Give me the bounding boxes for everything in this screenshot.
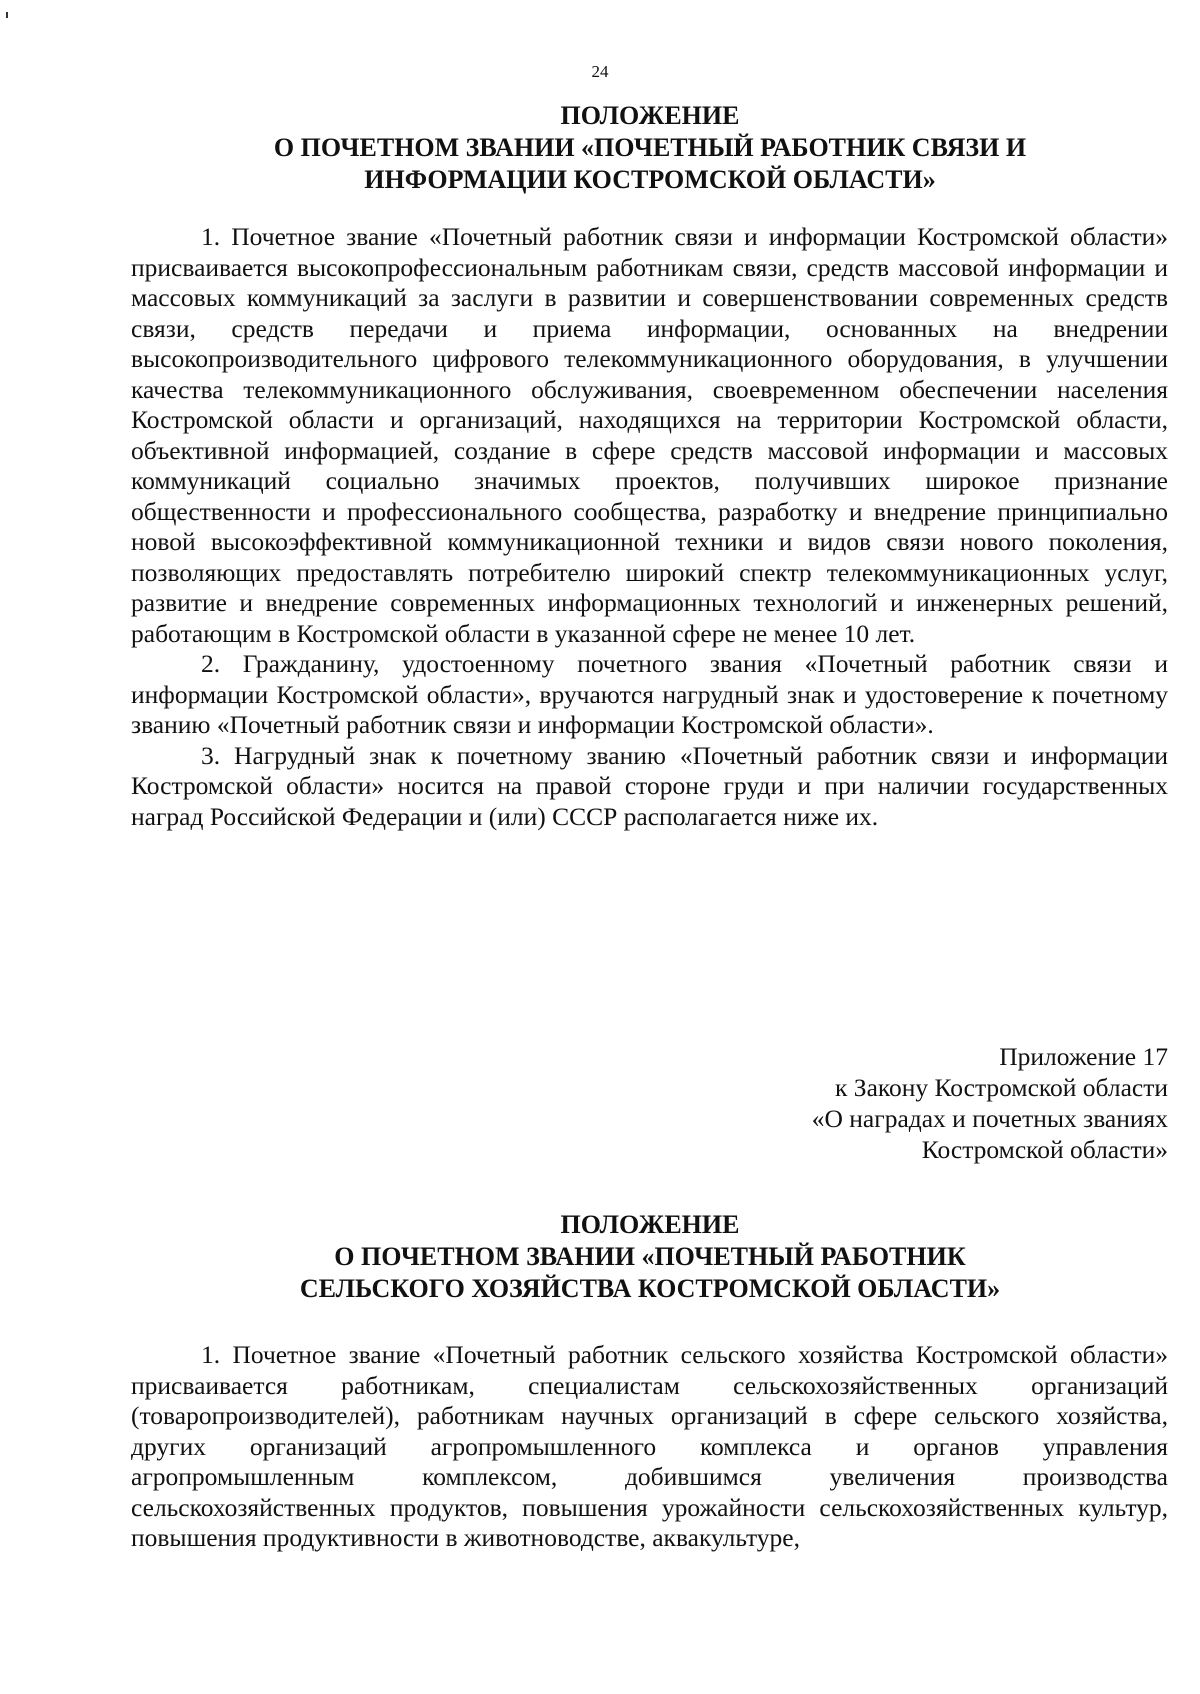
heading-line: ПОЛОЖЕНИЕ — [560, 1210, 740, 1239]
paragraph-1: 1. Почетное звание «Почетный работник сельского хозяйства Костромской области» присваивается работникам, специалистам сельскохозяйственных организаций (товаропроизводителей), работникам научных организаций в сфере сельского хозяйства, других организаций агропромышленного комплекса и органов управления агропромышленным комплексом, добившимся увеличения производства сельскохозяйственных продуктов, повышения урожайности сельскохозяйственных культур, повышения продуктивности в животноводстве, аквакультуре, — [131, 1340, 1168, 1552]
page-number: 24 — [591, 62, 609, 81]
scan-mark — [6, 12, 8, 18]
section1-body — [131, 222, 1168, 832]
section1-heading — [130, 100, 1170, 196]
section2-heading — [130, 1209, 1170, 1305]
section2-body — [131, 1340, 1168, 1554]
paragraph-2: 2. Гражданину, удостоенному почетного звания «Почетный работник связи и информации Костромской области», вручаются нагрудный знак и удостоверение к почетному званию «Почетный работник связи и информации Костромской области». — [131, 649, 1168, 739]
heading-line: О ПОЧЕТНОМ ЗВАНИИ «ПОЧЕТНЫЙ РАБОТНИК СВЯЗИ И — [273, 133, 1027, 162]
appendix-line: Костромской области» — [921, 1135, 1168, 1164]
paragraph-1: 1. Почетное звание «Почетный работник связи и информации Костромской области» присваивается высокопрофессиональным работникам связи, средств массовой информации и массовых коммуникаций за заслуги в развитии и совершенствовании современных средств связи, средств передачи и приема информации, основанных на внедрении высокопроизводительного цифрового телекоммуникационного оборудования, в улучшении качества телекоммуникационного обслуживания, своевременном обеспечении населения Костромской области и организаций, находящихся на территории Костромской области, объективной информацией, создание в сфере средств массовой информации и массовых коммуникаций социально значимых проектов, получивших широкое признание общественности и профессионального сообщества, разработку и внедрение принципиально новой высокоэффективной коммуникационной техники и видов связи нового поколения, позволяющих предоставлять потребителю широкий спектр телекоммуникационных услуг, развитие и внедрение современных информационных технологий и инженерных решений, работающим в Костромской области в указанной сфере не менее 10 лет. — [131, 222, 1168, 648]
heading-line: ПОЛОЖЕНИЕ — [560, 101, 740, 130]
appendix-reference — [812, 1041, 1168, 1165]
appendix-line: «О наградах и почетных званиях — [811, 1104, 1168, 1133]
heading-line: О ПОЧЕТНОМ ЗВАНИИ «ПОЧЕТНЫЙ РАБОТНИК — [334, 1242, 966, 1271]
appendix-line: Приложение 17 — [999, 1042, 1168, 1071]
heading-line: СЕЛЬСКОГО ХОЗЯЙСТВА КОСТРОМСКОЙ ОБЛАСТИ» — [299, 1274, 1001, 1303]
appendix-line: к Закону Костромской области — [835, 1073, 1168, 1102]
paragraph-3: 3. Нагрудный знак к почетному званию «Почетный работник связи и информации Костромской области» носится на правой стороне груди и при наличии государственных наград Российской Федерации и (или) СССР располагается ниже их. — [131, 740, 1168, 831]
heading-line: ИНФОРМАЦИИ КОСТРОМСКОЙ ОБЛАСТИ» — [364, 165, 936, 194]
